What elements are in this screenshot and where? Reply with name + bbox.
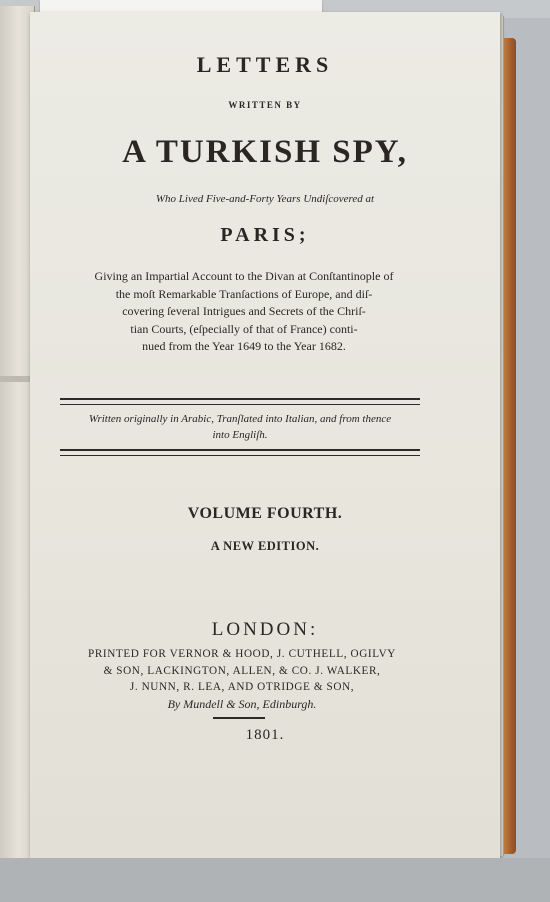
origin-note — [60, 411, 420, 443]
written-by-label: WRITTEN BY — [228, 100, 302, 110]
subtitle-line: Who Lived Five-and-Forty Years Undiſcovered at — [155, 193, 375, 205]
printer-block — [52, 646, 432, 712]
double-rule-bottom — [60, 449, 420, 456]
short-rule — [213, 717, 265, 719]
page-fold — [0, 376, 34, 382]
printer-line: PRINTED FOR VERNOR & HOOD, J. CUTHELL, OGILVY — [88, 648, 396, 660]
printer-line: J. NUNN, R. LEA, AND OTRIDGE & SON, — [129, 681, 355, 693]
place-name: PARIS; — [220, 224, 310, 246]
origin-line: Written originally in Arabic, Tranſlated into Italian, and from thence — [88, 413, 392, 425]
printer-by-line: By Mundell & Son, Edinburgh. — [167, 696, 317, 711]
edition-label: A NEW EDITION. — [210, 539, 320, 553]
double-rule-top — [60, 398, 420, 405]
printer-line: & SON, LACKINGTON, ALLEN, & CO. J. WALKER, — [103, 664, 381, 677]
volume-label: VOLUME FOURTH. — [187, 505, 343, 522]
description-line: covering ſeveral Intrigues and Secrets of the Chriſ- — [122, 304, 366, 318]
origin-line: into Engliſh. — [212, 429, 268, 441]
description-line: Giving an Impartial Account to the Divan at Conſtantinople of — [94, 269, 394, 283]
description-line: tian Courts, (eſpecially of that of France) conti- — [130, 321, 358, 336]
book-title: LETTERS — [196, 52, 334, 77]
author-line: A TURKISH SPY, — [122, 134, 408, 170]
description-line: nued from the Year 1649 to the Year 1682. — [142, 339, 346, 353]
description-block — [60, 268, 428, 356]
description-line: the moſt Remarkable Tranſactions of Europe, and diſ- — [115, 286, 373, 301]
imprint-city: LONDON: — [211, 619, 319, 640]
publication-year: 1801. — [245, 727, 285, 743]
background-bottom — [0, 858, 550, 902]
